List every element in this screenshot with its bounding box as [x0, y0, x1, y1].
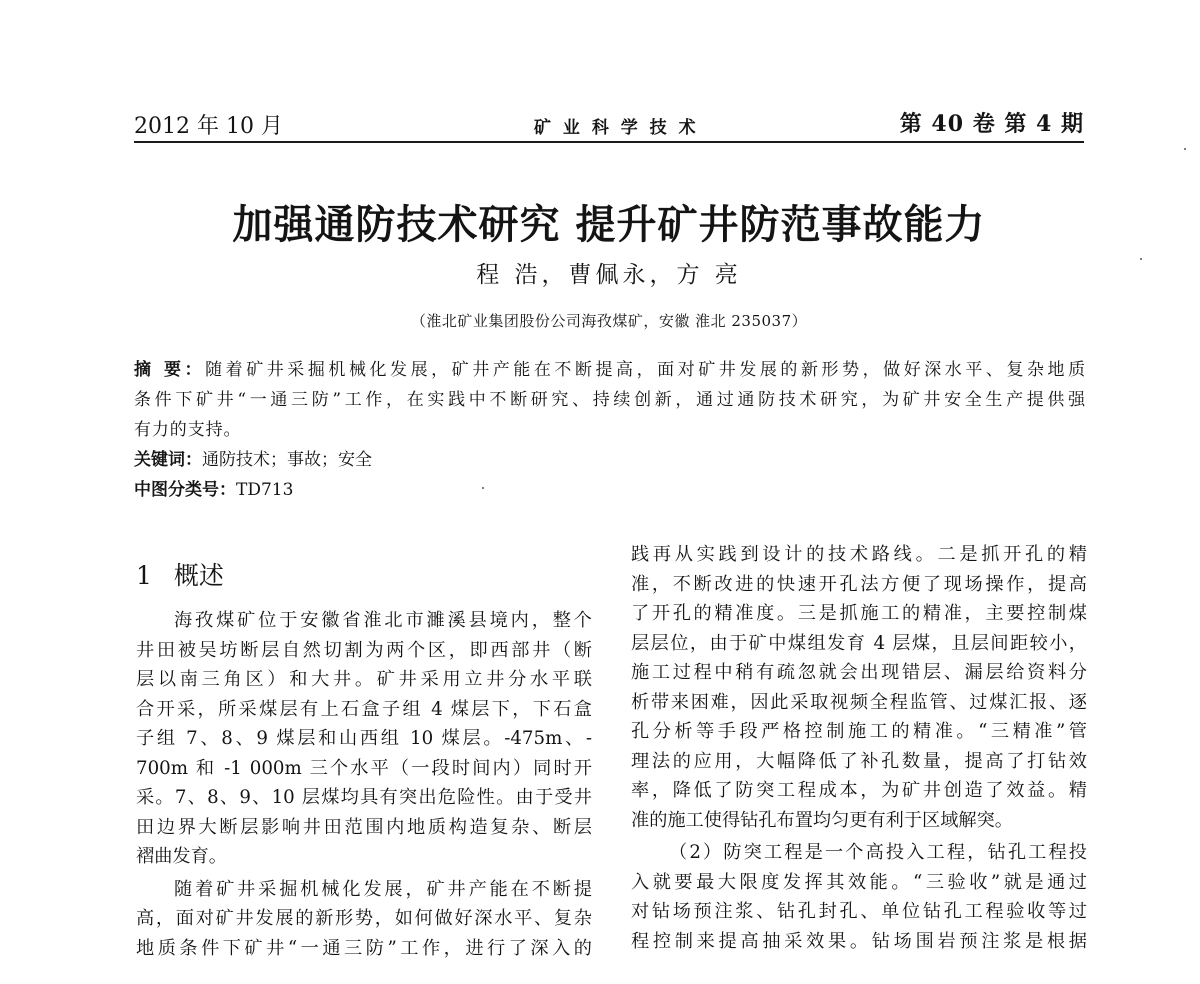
paragraph-line: 田边界大断层影响井田范围内地质构造复杂、断层: [136, 816, 592, 838]
paragraph-line: 了开孔的精准度。三是抓施工的精准，主要控制煤: [631, 603, 1087, 624]
header-journal-name: 矿 业 科 学 技 术: [534, 118, 699, 138]
abstract-line: 有力的支持。: [134, 420, 242, 440]
paragraph-line: 准的施工使得钻孔布置均匀更有利于区域解突。: [631, 809, 1013, 831]
paragraph-line: 层以南三角区）和大井。矿井采用立井分水平联: [136, 669, 592, 690]
paragraph-line: 入就要最大限度发挥其效能。“三验收”就是通过: [631, 871, 1087, 893]
classification-label: 中图分类号：: [134, 480, 236, 500]
keywords-line: [134, 445, 1086, 475]
keywords-label: 关键词：: [134, 450, 202, 470]
left-column: [136, 556, 592, 963]
paragraph-line: 析带来困难，因此采取视频全程监管、过煤汇报、逐: [631, 691, 1087, 713]
right-column: [631, 540, 1087, 956]
paragraph-line: 程控制来提高抽采效果。钻场围岩预注浆是根据: [631, 930, 1087, 952]
header-divider: [134, 141, 1084, 143]
abstract-block: [134, 355, 1086, 505]
paragraph-line: 采。7、8、9、10 层煤均具有突出危险性。由于受井: [136, 787, 592, 808]
section-number: 1: [136, 561, 152, 590]
left-column-body: [136, 606, 592, 963]
scan-speck: [1140, 258, 1142, 260]
paragraph-line: 理法的应用，大幅降低了补孔数量，提高了打钻效: [631, 750, 1087, 772]
paper-affiliation: （淮北矿业集团股份公司海孜煤矿，安徽 淮北 235037）: [410, 312, 808, 330]
paragraph-line: 践再从实践到设计的技术路线。二是抓开孔的精: [631, 544, 1087, 565]
abstract-line: 条件下矿井“一通三防”工作，在实践中不断研究、持续创新，通过通防技术研究，为矿井安全生产提供强: [134, 390, 1086, 410]
paragraph-line: 对钻场预注浆、钻孔封孔、单位钻孔工程验收等过: [631, 901, 1087, 922]
scan-speck: [1184, 148, 1186, 150]
paragraph-line: 褶曲发育。: [136, 846, 227, 867]
abstract-label: 摘 要：: [134, 360, 206, 380]
paragraph-line: 海孜煤矿位于安徽省淮北市濉溪县境内，整个: [174, 610, 592, 631]
paragraph-line: 700m 和 -1 000m 三个水平（一段时间内）同时开: [136, 757, 592, 779]
right-column-body: [631, 540, 1087, 956]
section-heading: [136, 556, 592, 596]
paragraph-line: 施工过程中稍有疏忽就会出现错层、漏层给资料分: [631, 662, 1087, 683]
paragraph-line: 孔分析等手段严格控制施工的精准。“三精准”管: [631, 721, 1087, 742]
paper-title: 加强通防技术研究 提升矿井防范事故能力: [232, 201, 986, 248]
abstract-text: 随着矿井采掘机械化发展，矿井产能在不断提高，面对矿井发展的新形势，做好深水平、复杂地质: [205, 360, 1086, 380]
classification-line: [134, 475, 1086, 505]
abstract-line: [134, 355, 1086, 385]
paragraph-line: 地质条件下矿井“一通三防”工作，进行了深入的: [136, 937, 592, 959]
paragraph-line: 子组 7、8、9 煤层和山西组 10 煤层。-475m、-: [136, 728, 592, 749]
classification-value: TD713: [236, 480, 294, 500]
section-title: 概述: [173, 561, 224, 590]
paragraph-line: 率，降低了防突工程成本，为矿井创造了效益。精: [631, 780, 1087, 801]
paragraph-line: 高，面对矿井发展的新形势，如何做好深水平、复杂: [136, 908, 592, 929]
paper-authors: 程 浩，曹佩永，方 亮: [476, 262, 742, 288]
header-volume-issue: 第 40 卷 第 4 期: [899, 111, 1084, 137]
running-header: [134, 105, 1084, 141]
keywords-value: 通防技术；事故；安全: [202, 450, 372, 470]
paragraph-line: 层层位，由于矿中煤组发育 4 层煤，且层间距较小，: [631, 632, 1087, 654]
paragraph-line: 井田被吴坊断层自然切割为两个区，即西部井（断: [136, 639, 592, 661]
paragraph-line: 合开采，所采煤层有上石盒子组 4 煤层下，下石盒: [136, 698, 592, 720]
paragraph-line: 随着矿井采掘机械化发展，矿井产能在不断提: [174, 878, 592, 900]
paragraph-line: （2）防突工程是一个高投入工程，钻孔工程投: [669, 842, 1087, 863]
header-date: 2012 年 10 月: [134, 114, 283, 139]
scan-speck: [482, 487, 484, 489]
paragraph-line: 准，不断改进的快速开孔法方便了现场操作，提高: [631, 573, 1087, 595]
